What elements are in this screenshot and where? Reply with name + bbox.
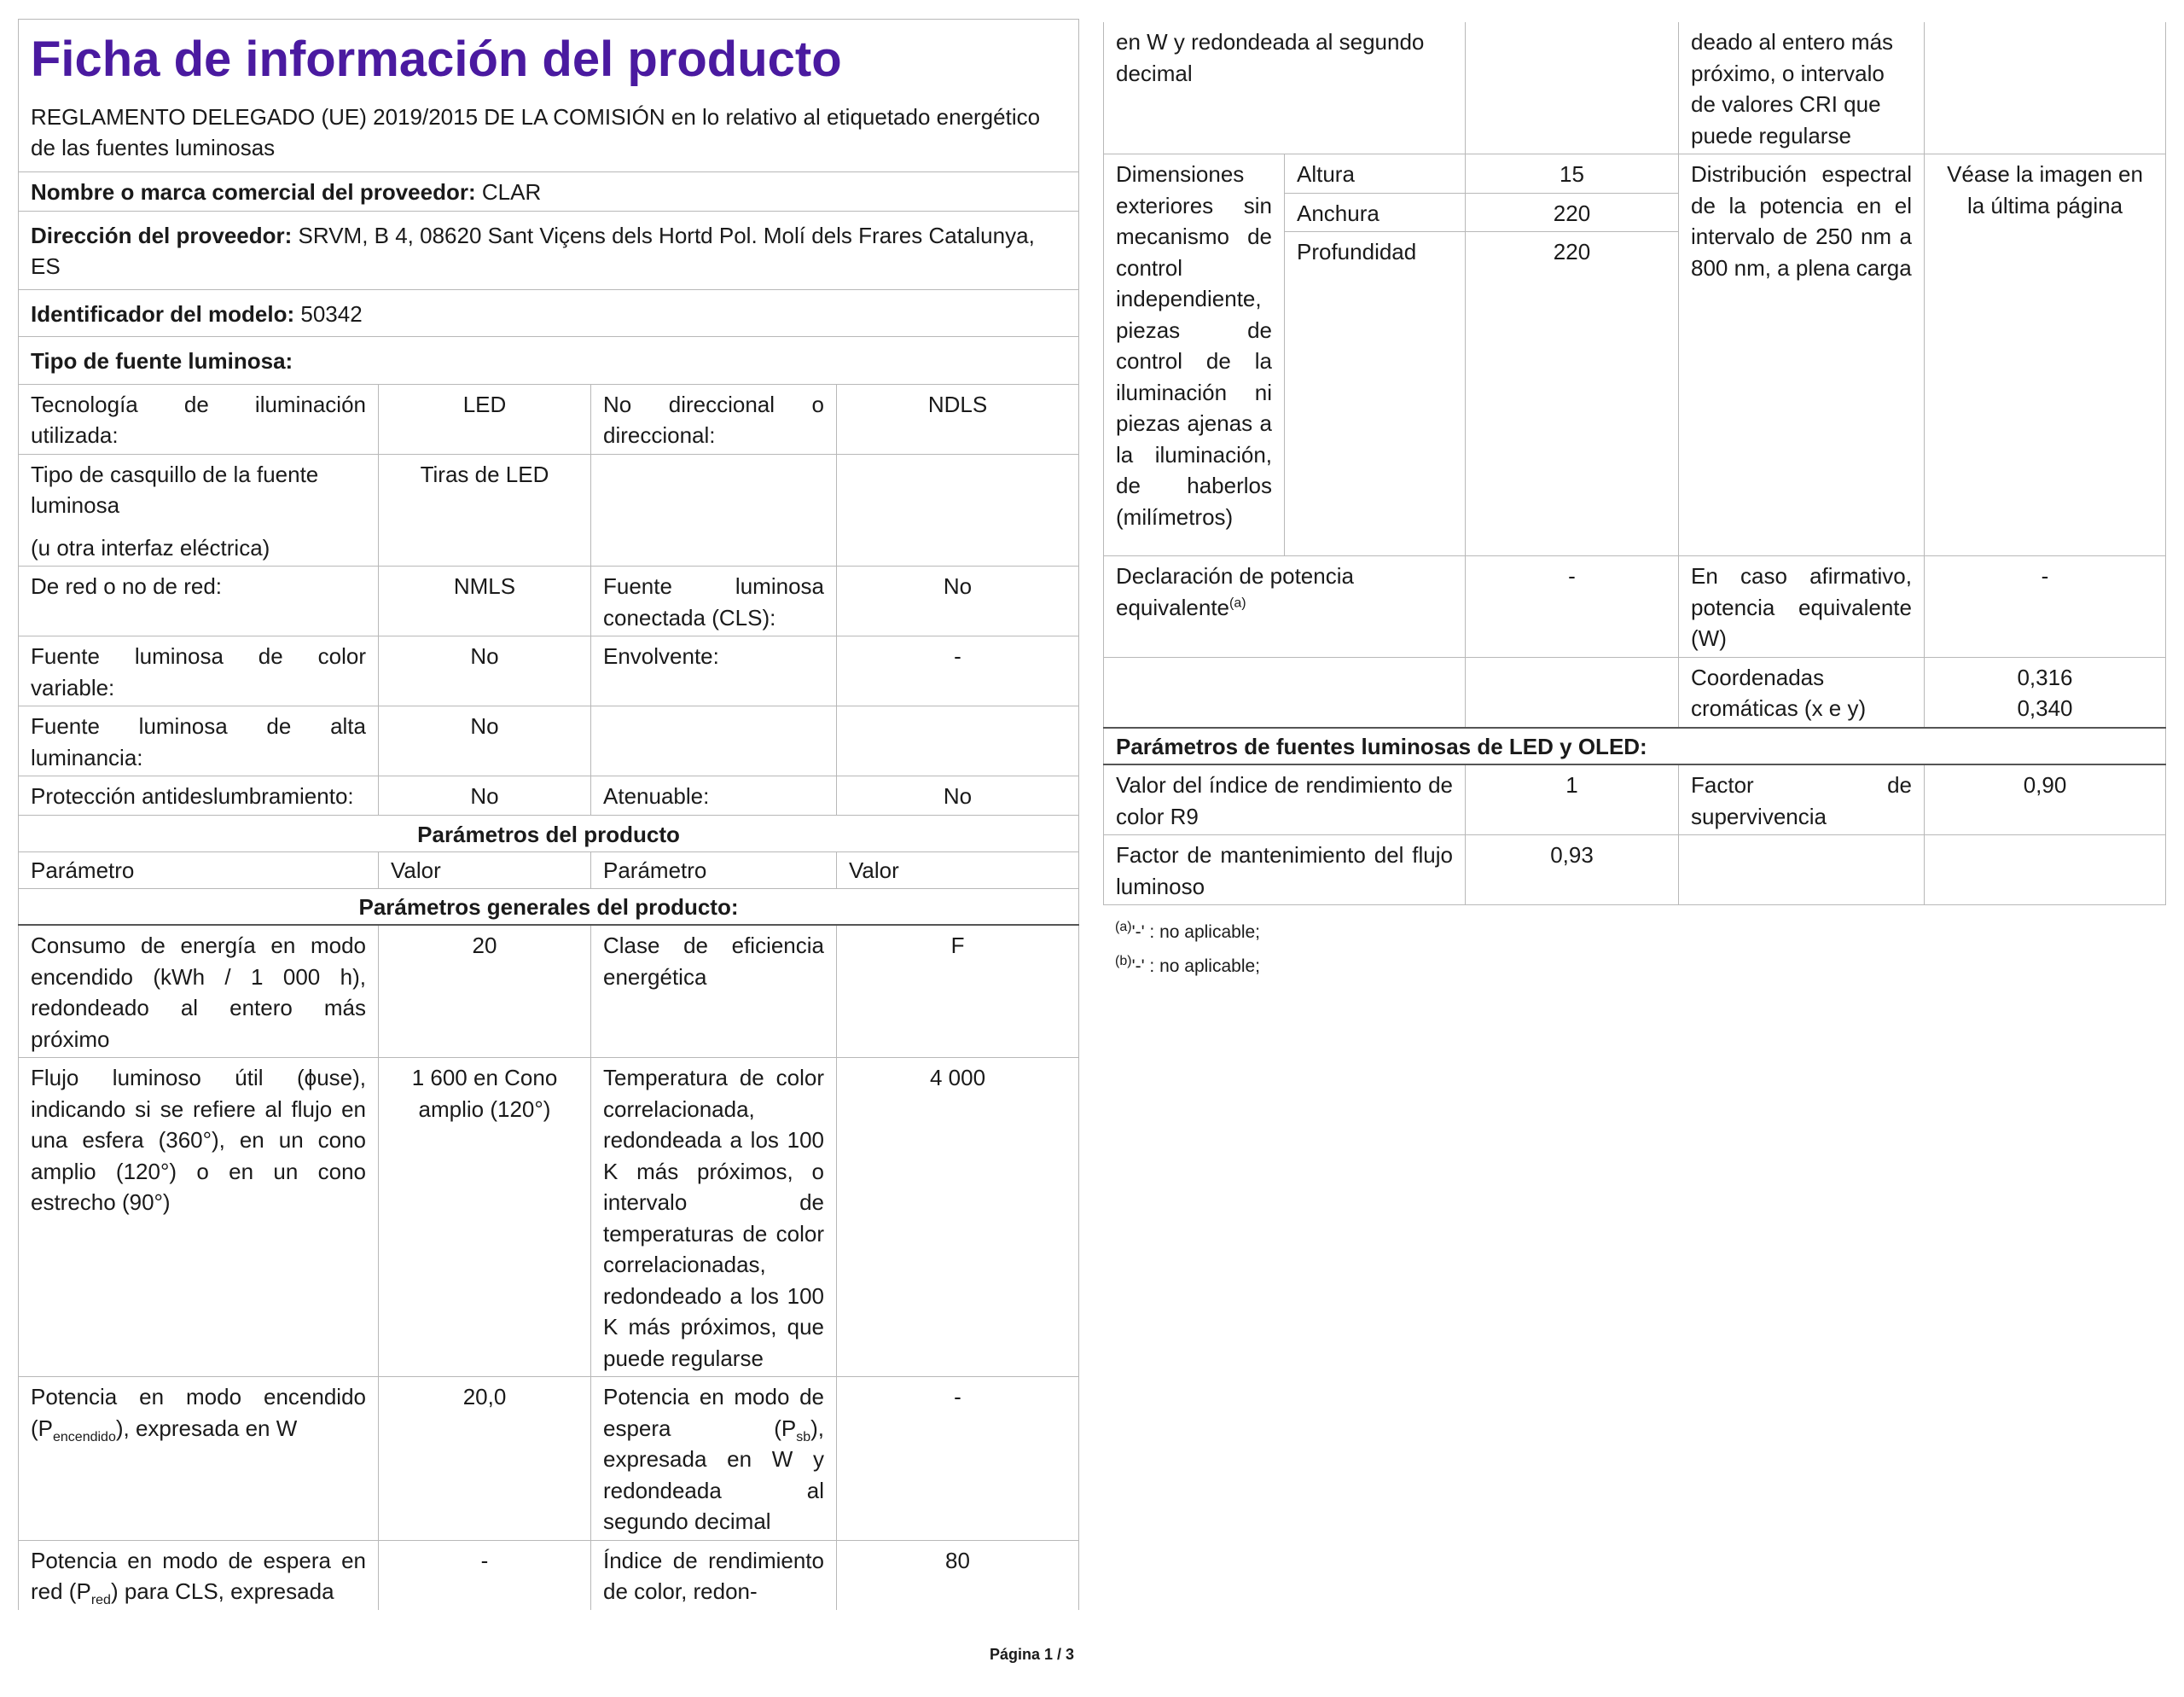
params-header: Parámetros del producto: [19, 815, 1079, 852]
footnote-a: $^{(a)}$'-' : no aplicable;: [1115, 920, 1260, 942]
footnotes: [1103, 915, 2165, 984]
chromaticity-x: 0,316: [2017, 664, 2073, 690]
model-value: 50342: [300, 300, 363, 327]
col-param-header: Parámetro: [19, 852, 379, 889]
energy-class-label: Clase de eficiencia energética: [591, 925, 837, 1058]
supplier-name-value: CLAR: [481, 179, 542, 205]
supplier-address-row: [19, 211, 1079, 289]
col-value-header: Valor: [837, 852, 1079, 889]
product-info-table-left: [18, 19, 1079, 1610]
cct-value: 4 000: [837, 1058, 1079, 1377]
cap-label: [19, 454, 379, 567]
colour-label: Fuente luminosa de color variable:: [19, 636, 379, 706]
empty-cell: [591, 706, 837, 776]
chromaticity-y: 0,340: [2017, 695, 2073, 721]
empty-cell: [591, 454, 837, 567]
r9-value: 1: [1466, 764, 1679, 835]
depth-value: 220: [1466, 232, 1679, 556]
energy-value: 20: [379, 925, 591, 1058]
general-params-header: Parámetros generales del producto:: [19, 888, 1079, 925]
equiv-watts-value: -: [1925, 556, 2166, 658]
col-value-header: Valor: [379, 852, 591, 889]
survival-value: 0,90: [1925, 764, 2166, 835]
empty-cell: [1466, 657, 1679, 728]
flux-value: 1 600 en Cono amplio (120°): [379, 1058, 591, 1377]
dimmable-label: Atenuable:: [591, 776, 837, 816]
right-column: [1103, 22, 2165, 984]
tech-value: LED: [379, 384, 591, 454]
page-number: Página 1 / 3: [990, 1646, 1075, 1663]
flux-label: Flujo luminoso útil (ϕuse), indicando si se refiere al flujo en una esfera (360°), en un cono amplio (120°) o en un cono estrecho (90°): [19, 1058, 379, 1377]
empty-cell: [837, 706, 1079, 776]
colour-value: No: [379, 636, 591, 706]
standby-power-value: -: [837, 1377, 1079, 1541]
width-value: 220: [1466, 193, 1679, 232]
empty-cell: [1679, 835, 1925, 905]
dimmable-value: No: [837, 776, 1079, 816]
network-standby-label: Potencia en modo de espera en red $(P_{red})$ para CLS, expresada: [19, 1540, 379, 1610]
glare-label: Protección antideslumbramiento:: [19, 776, 379, 816]
product-info-table-right: [1103, 22, 2166, 905]
width-label: Anchura: [1285, 193, 1466, 232]
col-param-header: Parámetro: [591, 852, 837, 889]
high-luminance-value: No: [379, 706, 591, 776]
energy-label: Consumo de energía en modo encendido (kWh / 1 000 h), redondeado al entero más próximo: [19, 925, 379, 1058]
on-power-value: 20,0: [379, 1377, 591, 1541]
directional-label: No direccional o direccional:: [591, 384, 837, 454]
footnote-b: $^{(b)}$'-' : no aplicable;: [1115, 954, 1260, 976]
empty-cell: [1925, 835, 2166, 905]
source-type-header: Tipo de fuente luminosa:: [19, 337, 1079, 385]
equiv-watts-label: En caso afirmativo, potencia equivalente (W): [1679, 556, 1925, 658]
height-value: 15: [1466, 154, 1679, 194]
cri-value: 80: [837, 1540, 1079, 1610]
regulation-text: REGLAMENTO DELEGADO (UE) 2019/2015 DE LA COMISIÓN en lo relativo al etiquetado energético de las fuentes luminosas: [31, 104, 1041, 160]
tech-label: Tecnología de iluminación utilizada:: [19, 384, 379, 454]
model-row: [19, 289, 1079, 337]
cap-label-line2: (u otra interfaz eléctrica): [31, 534, 270, 561]
title-cell: [19, 20, 1079, 172]
supplier-address-label: Dirección del proveedor:: [31, 222, 293, 248]
envelope-value: -: [837, 636, 1079, 706]
mains-label: De red o no de red:: [19, 567, 379, 636]
equiv-power-label: Declaración de potencia equivalente$^{(a)}$: [1104, 556, 1466, 658]
supplier-name-label: Nombre o marca comercial del proveedor:: [31, 179, 476, 205]
led-params-header: Parámetros de fuentes luminosas de LED y OLED:: [1104, 728, 2166, 765]
cri-label-cont: deado al entero más próximo, o intervalo de valores CRI que puede regularse: [1679, 22, 1925, 154]
network-standby-value: -: [379, 1540, 591, 1610]
spd-label: Distribución espectral de la potencia en el intervalo de 250 nm a 800 nm, a plena carga: [1679, 154, 1925, 556]
cls-value: No: [837, 567, 1079, 636]
on-power-label: Potencia en modo encendido $(P_{encendido})$, expresada en W: [19, 1377, 379, 1541]
envelope-label: Envolvente:: [591, 636, 837, 706]
cap-label-line1: Tipo de casquillo de la fuente luminosa: [31, 461, 319, 518]
chromaticity-label: Coordenadas cromáticas (x e y): [1679, 657, 1925, 728]
network-standby-label-cont: en W y redondeada al segundo decimal: [1104, 22, 1466, 154]
height-label: Altura: [1285, 154, 1466, 194]
cap-value: Tiras de LED: [379, 454, 591, 567]
cls-label: Fuente luminosa conectada (CLS):: [591, 567, 837, 636]
page-title: Ficha de información del producto: [31, 32, 842, 87]
energy-class-value: F: [837, 925, 1079, 1058]
directional-value: NDLS: [837, 384, 1079, 454]
equiv-power-value: -: [1466, 556, 1679, 658]
survival-label: Factor de supervivencia: [1679, 764, 1925, 835]
left-column: [18, 19, 1078, 1610]
cct-label: Temperatura de color correlacionada, redondeada a los 100 K más próximos, o intervalo de temperaturas de color correlacionadas, redondeado a los 100 K más próximos, que puede regularse: [591, 1058, 837, 1377]
depth-label: Profundidad: [1285, 232, 1466, 556]
standby-power-label: Potencia en modo de espera $(P_{sb})$, expresada en W y redondeada al segundo decimal: [591, 1377, 837, 1541]
supplier-address-value: SRVM, B 4, 08620 Sant Viçens dels Hortd Pol. Molí dels Frares Catalunya, ES: [31, 222, 1035, 279]
glare-value: No: [379, 776, 591, 816]
maintenance-label: Factor de mantenimiento del flujo luminoso: [1104, 835, 1466, 905]
spd-value: Véase la imagen en la última página: [1925, 154, 2166, 556]
maintenance-value: 0,93: [1466, 835, 1679, 905]
dimensions-label: Dimensiones exteriores sin mecanismo de control independiente, piezas de control de la iluminación ni piezas ajenas a la iluminación, de haberlos (milímetros): [1104, 154, 1285, 556]
empty-cell: [1104, 657, 1466, 728]
high-luminance-label: Fuente luminosa de alta luminancia:: [19, 706, 379, 776]
chromaticity-value: [1925, 657, 2166, 728]
model-label: Identificador del modelo:: [31, 300, 295, 327]
supplier-name-row: [19, 172, 1079, 212]
empty-cell: [1466, 22, 1679, 154]
empty-cell: [1925, 22, 2166, 154]
r9-label: Valor del índice de rendimiento de color R9: [1104, 764, 1466, 835]
empty-cell: [837, 454, 1079, 567]
cri-label: Índice de rendimiento de color, redon-: [591, 1540, 837, 1610]
mains-value: NMLS: [379, 567, 591, 636]
